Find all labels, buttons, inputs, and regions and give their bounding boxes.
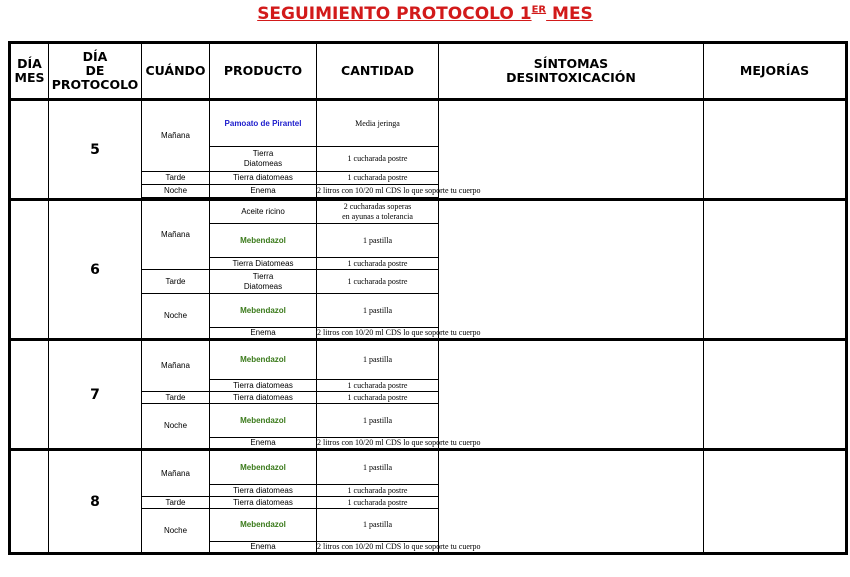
table-row — [10, 100, 847, 147]
sintomas-cell — [439, 200, 704, 340]
quantity-cell: 1 cucharada postre — [317, 497, 439, 509]
dia-mes-cell — [10, 100, 49, 200]
when-cell: Mañana — [142, 200, 210, 270]
product-cell: Tierra diatomeas — [210, 380, 317, 392]
table-row — [10, 200, 847, 224]
quantity-cell: 2 litros con 10/20 ml CDS lo que soporte tu cuerpo — [317, 542, 439, 554]
product-cell: Tierra diatomeas — [210, 485, 317, 497]
mejorias-cell — [704, 100, 847, 200]
product-cell: Mebendazol — [210, 224, 317, 258]
quantity-cell: 1 pastilla — [317, 224, 439, 258]
mejorias-cell — [704, 200, 847, 340]
quantity-cell: 1 pastilla — [317, 509, 439, 542]
header-mejorias: MEJORÍAS — [704, 43, 847, 100]
product-cell: Enema — [210, 185, 317, 198]
when-cell: Noche — [142, 404, 210, 450]
product-cell: Enema — [210, 438, 317, 450]
title-suffix: MES — [546, 4, 593, 24]
header-cantidad: CANTIDAD — [317, 43, 439, 100]
product-cell: Enema — [210, 328, 317, 340]
product-cell: Mebendazol — [210, 450, 317, 485]
product-cell: Mebendazol — [210, 404, 317, 438]
mejorias-cell — [704, 450, 847, 554]
title-text: SEGUIMIENTO PROTOCOLO 1 — [257, 4, 532, 24]
product-cell: Mebendazol — [210, 294, 317, 328]
table-row — [10, 340, 847, 380]
quantity-cell: 2 litros con 10/20 ml CDS lo que soporte tu cuerpo — [317, 438, 439, 450]
sintomas-cell — [439, 340, 704, 450]
quantity-cell: 1 cucharada postre — [317, 270, 439, 294]
header-sintomas: SÍNTOMAS DESINTOXICACIÓN — [439, 43, 704, 100]
mejorias-cell — [704, 340, 847, 450]
product-cell: Mebendazol — [210, 340, 317, 380]
quantity-cell: 2 litros con 10/20 ml CDS lo que soporte tu cuerpo — [317, 328, 439, 340]
when-cell: Tarde — [142, 270, 210, 294]
product-cell: Mebendazol — [210, 509, 317, 542]
header-row — [10, 43, 847, 100]
when-cell: Tarde — [142, 497, 210, 509]
when-cell: Mañana — [142, 450, 210, 497]
when-cell: Mañana — [142, 340, 210, 392]
quantity-cell: 1 pastilla — [317, 450, 439, 485]
sintomas-cell — [439, 450, 704, 554]
when-cell: Noche — [142, 294, 210, 340]
dia-mes-cell — [10, 340, 49, 450]
product-cell: Tierra Diatomeas — [210, 258, 317, 270]
sintomas-cell — [439, 100, 704, 200]
when-cell: Noche — [142, 185, 210, 198]
header-dia-mes: DÍA MES — [10, 43, 49, 100]
header-cuando: CUÁNDO — [142, 43, 210, 100]
day-number: 6 — [49, 200, 142, 340]
quantity-cell: 1 cucharada postre — [317, 392, 439, 404]
day-number: 8 — [49, 450, 142, 554]
page-title — [0, 4, 850, 24]
quantity-cell: 1 cucharada postre — [317, 380, 439, 392]
quantity-cell: 1 cucharada postre — [317, 485, 439, 497]
when-cell: Mañana — [142, 100, 210, 172]
quantity-cell: 1 cucharada postre — [317, 147, 439, 172]
product-cell: Tierra Diatomeas — [210, 270, 317, 294]
product-cell: Tierra Diatomeas — [210, 147, 317, 172]
product-cell: Pamoato de Pirantel — [210, 100, 317, 147]
quantity-cell: 1 cucharada postre — [317, 172, 439, 185]
header-producto: PRODUCTO — [210, 43, 317, 100]
quantity-cell: Media jeringa — [317, 100, 439, 147]
title-superscript: ER — [531, 4, 547, 16]
quantity-cell: 1 pastilla — [317, 340, 439, 380]
product-cell: Tierra diatomeas — [210, 392, 317, 404]
product-cell: Tierra diatomeas — [210, 172, 317, 185]
protocol-table — [8, 41, 848, 555]
product-cell: Tierra diatomeas — [210, 497, 317, 509]
quantity-cell: 1 cucharada postre — [317, 258, 439, 270]
quantity-cell: 1 pastilla — [317, 404, 439, 438]
dia-mes-cell — [10, 450, 49, 554]
day-number: 5 — [49, 100, 142, 200]
header-dia-protocolo: DÍA DE PROTOCOLO — [49, 43, 142, 100]
product-cell: Aceite ricino — [210, 200, 317, 224]
product-cell: Enema — [210, 542, 317, 554]
when-cell: Noche — [142, 509, 210, 554]
quantity-cell: 1 pastilla — [317, 294, 439, 328]
when-cell: Tarde — [142, 392, 210, 404]
quantity-cell: 2 litros con 10/20 ml CDS lo que soporte tu cuerpo — [317, 185, 439, 198]
when-cell: Tarde — [142, 172, 210, 185]
table-row — [10, 450, 847, 485]
quantity-cell: 2 cucharadas soperas en ayunas a tolerancia — [317, 200, 439, 224]
day-number: 7 — [49, 340, 142, 450]
dia-mes-cell — [10, 200, 49, 340]
